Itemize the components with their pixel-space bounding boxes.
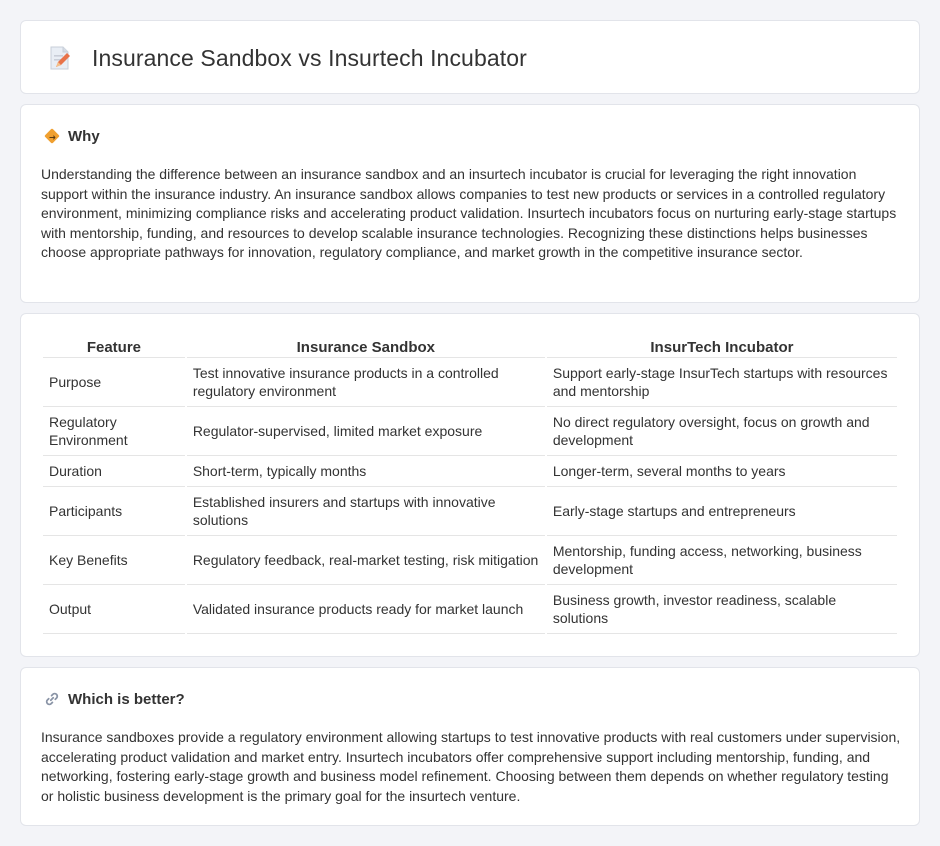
incubator-cell: Longer-term, several months to years	[547, 456, 897, 487]
header-feature: Feature	[43, 336, 185, 358]
header-insurance-sandbox: Insurance Sandbox	[187, 336, 545, 358]
link-icon	[43, 690, 61, 708]
table-row	[43, 487, 897, 536]
feature-cell: Purpose	[43, 358, 185, 407]
table-row	[43, 456, 897, 487]
incubator-cell: Business growth, investor readiness, scalable solutions	[547, 585, 897, 634]
sandbox-cell: Test innovative insurance products in a controlled regulatory environment	[187, 358, 545, 407]
incubator-cell: Support early-stage InsurTech startups with resources and mentorship	[547, 358, 897, 407]
comparison-table-card	[20, 313, 920, 657]
sandbox-cell: Short-term, typically months	[187, 456, 545, 487]
why-title: Why	[68, 127, 100, 145]
sandbox-cell: Established insurers and startups with innovative solutions	[187, 487, 545, 536]
sandbox-cell: Validated insurance products ready for market launch	[187, 585, 545, 634]
comparison-table	[41, 336, 899, 634]
sandbox-cell: Regulatory feedback, real-market testing, risk mitigation	[187, 536, 545, 585]
why-text: Understanding the difference between an insurance sandbox and an insurtech incubator is crucial for leveraging the right innovation support within the insurance industry. An insurance sandbox allows companies to test new products or services in a controlled regulatory environment, minimizing compliance risks and accelerating product validation. Insurtech incubators focus on nurturing early-stage startups with mentorship, funding, and resources to develop scalable insurance technologies. Recognizing these distinctions helps businesses choose appropriate pathways for innovation, regulatory compliance, and market growth in the competitive insurance sector.	[41, 166, 897, 260]
incubator-cell: Early-stage startups and entrepreneurs	[547, 487, 897, 536]
incubator-cell: Mentorship, funding access, networking, business development	[547, 536, 897, 585]
diamond-arrow-icon	[43, 127, 61, 145]
incubator-cell: No direct regulatory oversight, focus on growth and development	[547, 407, 897, 456]
title-card	[20, 20, 920, 94]
feature-cell: Output	[43, 585, 185, 634]
table-row	[43, 358, 897, 407]
which-is-better-section	[20, 667, 920, 826]
table-row	[43, 536, 897, 585]
sandbox-cell: Regulator-supervised, limited market exposure	[187, 407, 545, 456]
which-is-better-text: Insurance sandboxes provide a regulatory environment allowing startups to test innovative products with real customers under supervision, accelerating product validation and market entry. Insurtech incubators offer comprehensive support including mentorship, funding, and networking, fostering early-stage growth and business model refinement. Choosing between them depends on whether regulatory testing or holistic business development is the primary goal for the insurtech venture.	[41, 729, 901, 804]
feature-cell: Duration	[43, 456, 185, 487]
page-title: Insurance Sandbox vs Insurtech Incubator	[92, 44, 527, 71]
which-is-better-title: Which is better?	[68, 690, 185, 708]
header-insurtech-incubator: InsurTech Incubator	[547, 336, 897, 358]
document-pencil-icon	[45, 43, 75, 73]
feature-cell: Regulatory Environment	[43, 407, 185, 456]
why-section	[20, 104, 920, 303]
table-row	[43, 407, 897, 456]
table-header-row	[43, 336, 897, 358]
feature-cell: Participants	[43, 487, 185, 536]
feature-cell: Key Benefits	[43, 536, 185, 585]
table-row	[43, 585, 897, 634]
